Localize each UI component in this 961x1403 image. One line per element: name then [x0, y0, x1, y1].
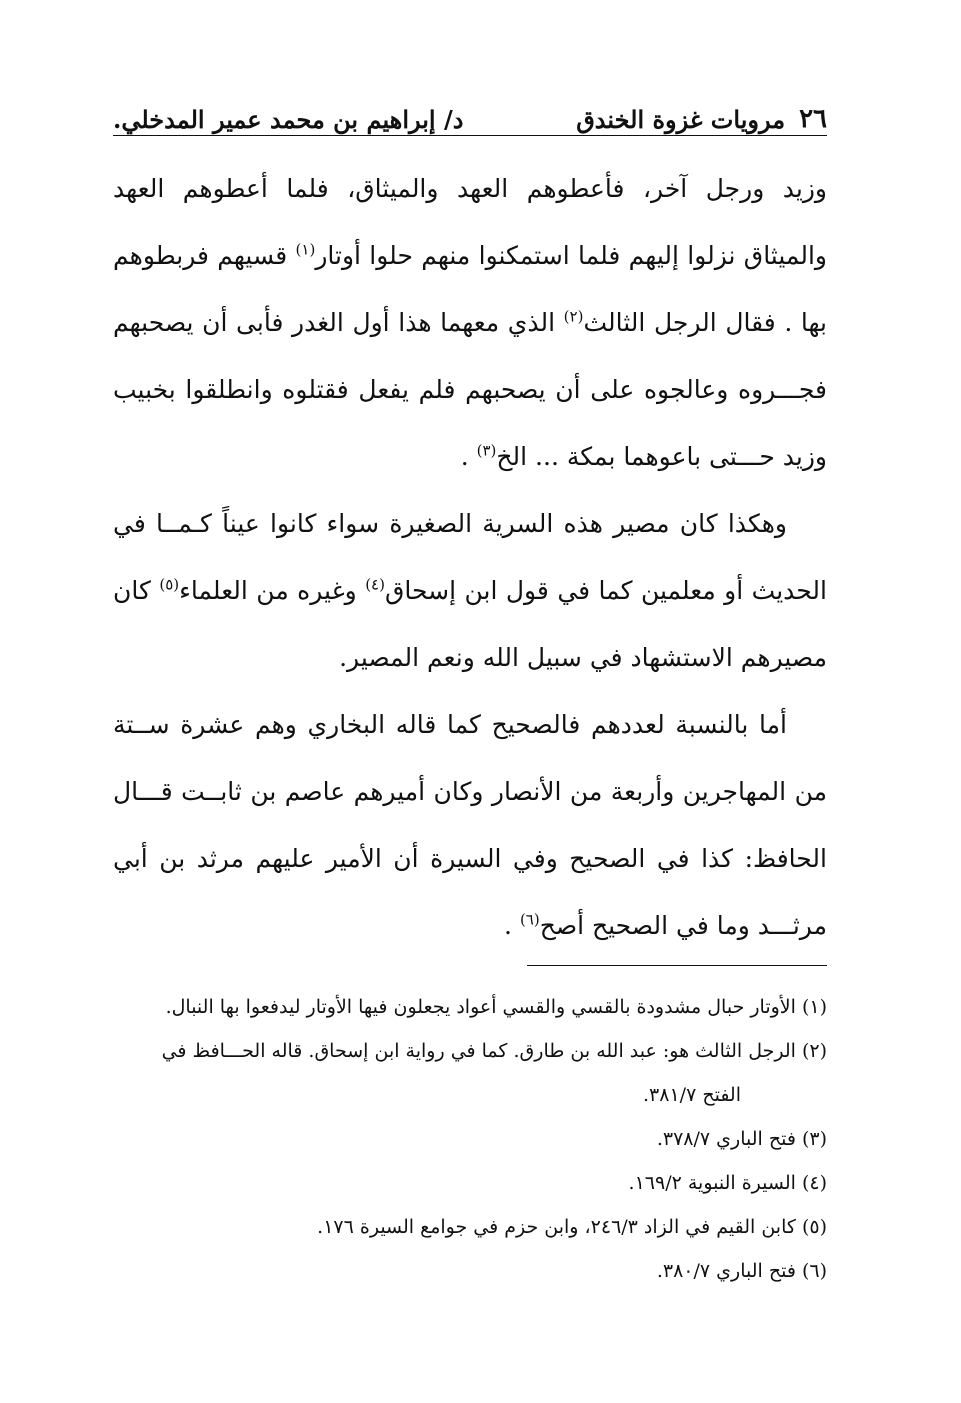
- paragraph-3-text-a: أما بالنسبة لعددهم فالصحيح كما قاله البخاري وهم عشرة ســتة من المهاجرين وأربعة من الأنصار وكان أميرهم عاصم بن ثابــت قـــال الحافظ: كذا في الصحيح وفي السيرة أن الأمير عليهم مرثد بن أبي مرثـــد وما في الصحيح أصح: [113, 710, 827, 940]
- footnote-2-continuation: الفتح ٣٨١/٧.: [643, 1084, 741, 1106]
- paragraph-1-text-b: قسيهم فربطوهم بها . فقال الرجل الثالث: [113, 241, 827, 337]
- paragraph-1-text-a: وزيد ورجل آخر، فأعطوهم العهد والميثاق، فلما أعطوهم العهد والميثاق نزلوا إليهم فلما استمكنوا منهم حلوا أوتار: [113, 174, 827, 270]
- paragraph-1: [113, 155, 827, 490]
- paragraph-2: [113, 490, 827, 691]
- paragraph-3: [113, 691, 827, 959]
- footnote-ref-6: (٦): [519, 910, 540, 929]
- footnote-ref-2: (٢): [563, 307, 584, 326]
- paragraph-1-text-c: الذي معهما هذا أول الغدر فأبى أن يصحبهم فجـــروه وعالجوه على أن يصحبهم فلم يفعل فقتلوه وانطلقوا بخبيب وزيد حـــتى باعوهما بمكة ... الخ: [113, 308, 827, 471]
- footnote-2: (٢) الرجل الثالث هو: عبد الله بن طارق. كما في رواية ابن إسحاق. قاله الحـــافظ في: [161, 1040, 827, 1062]
- book-title: مرويات غزوة الخندق: [576, 105, 786, 134]
- footnote-ref-1: (١): [295, 240, 316, 259]
- author-name: د/ إبراهيم بن محمد عمير المدخلي.: [113, 105, 464, 134]
- footnote-ref-4: (٤): [365, 575, 385, 594]
- paragraph-3-text-b: .: [504, 911, 520, 940]
- footnote-ref-3: (٣): [476, 441, 497, 460]
- page-number: ٢٦: [799, 104, 827, 134]
- header-rule: [113, 135, 827, 136]
- footnotes: [113, 985, 827, 1293]
- footnote-6: (٦) فتح الباري ٣٨٠/٧.: [656, 1260, 827, 1282]
- footnote-5: (٥) كابن القيم في الزاد ٢٤٦/٣، وابن حزم في جوامع السيرة ١٧٦.: [317, 1216, 827, 1238]
- running-header: [113, 100, 827, 134]
- footnote-1: (١) الأوتار حبال مشدودة بالقسي والقسي أعواد يجعلون فيها الأوتار ليدفعوا بها النبال.: [165, 996, 827, 1018]
- paragraph-2-text-c: كان مصيرهم الاستشهاد في سبيل الله ونعم المصير.: [113, 576, 827, 672]
- body-text: [113, 155, 827, 959]
- footnote-separator: [527, 965, 827, 966]
- footnote-3: (٣) فتح الباري ٣٧٨/٧.: [656, 1128, 827, 1150]
- footnote-ref-5: (٥): [159, 575, 180, 594]
- paragraph-1-text-d: .: [460, 442, 477, 471]
- footnote-4: (٤) السيرة النبوية ١٦٩/٢.: [628, 1172, 827, 1194]
- paragraph-2-text-b: وغيره من العلماء: [179, 576, 366, 605]
- paragraph-2-text-a: وهكذا كان مصير هذه السرية الصغيرة سواء كانوا عيناً كـمــا في الحديث أو معلمين كما في قول ابن إسحاق: [113, 509, 827, 605]
